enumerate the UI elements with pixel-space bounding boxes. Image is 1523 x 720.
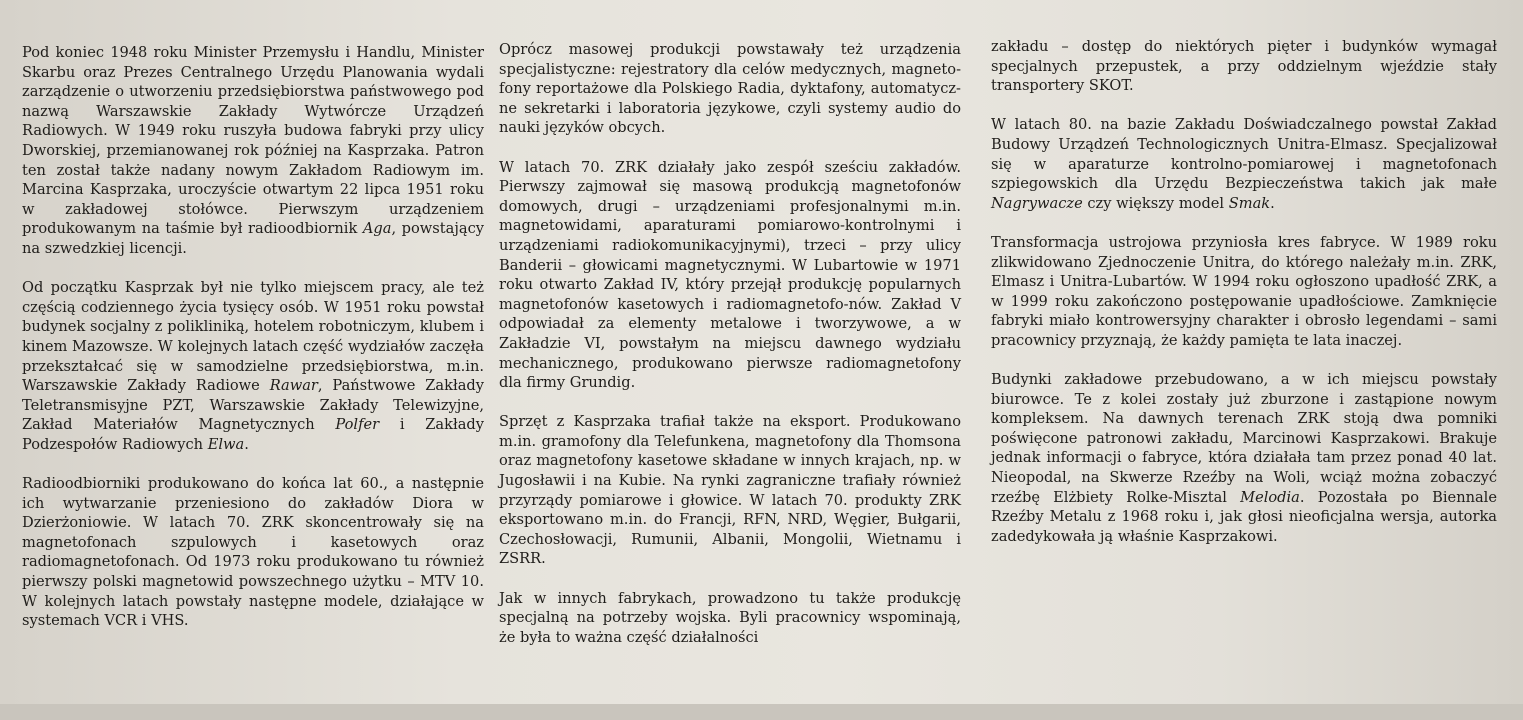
bottom-edge	[0, 704, 1523, 720]
paragraph-text: Jak w innych fabrykach, prowadzono tu także produkcję specjalną na potrzeby wojska. Byli pracownicy wspominają, że była to ważna część działalności	[499, 589, 961, 646]
italic-name: Melodia	[1240, 488, 1300, 506]
paragraph	[991, 37, 1497, 96]
paragraph	[499, 158, 961, 393]
paragraph-text: , powstający na szwedzkiej licencji.	[22, 220, 484, 257]
text-column-2	[499, 40, 961, 667]
paragraph-text: Pod koniec 1948 roku Minister Przemysłu i Handlu, Minister Skarbu oraz Prezes Centralnego Urzędu Planowania wydali zarządzenie o utworzeniu przedsiębiorstwa państwowego pod nazwą Warszawskie Zakłady Wytwórcze Urządzeń Radiowych. W 1949 roku ruszyła budowa fabryki przy ulicy Dworskiej, przemianowanej rok później na Kasprzaka. Patron ten został także nadany nowym Zakładom Radiowym im. Marcina Kasprzaka, uroczyście otwartym 22 lipca 1951 roku w zakładowej stołówce. Pierwszym urządzeniem produkowanym na taśmie był radioodbiornik	[22, 44, 484, 238]
italic-name: Nagrywacze	[991, 194, 1083, 212]
paragraph	[499, 412, 961, 569]
paragraph	[22, 278, 484, 454]
paragraph-text: Budynki zakładowe przebudowano, a w ich miejscu powstały biurowce. Te z kolei zostały już zburzone i zastąpione nowym kompleksem. Na dawnych terenach ZRK stoją dwa pomniki poświęcone patronowi zakładu, Marcinowi Kasprzakowi. Brakuje jednak informacji o fabryce, która działała tam przez ponad 40 lat. Nieopodal, na Skwerze Rzeźby na Woli, wciąż można zobaczyć rzeźbę Elżbiety Rolke-Misztal	[991, 371, 1497, 506]
italic-name: Polfer	[335, 416, 380, 434]
paragraph-text: .	[244, 435, 249, 453]
paragraph	[991, 370, 1497, 546]
paragraph-text: zakładu – dostęp do niektórych pięter i budynków wymagał specjalnych przepustek, a przy oddzielnym wjeździe stały transportery SKOT.	[991, 38, 1497, 95]
paragraph-text: . Pozostała po Biennale Rzeźby Metalu z 1968 roku i, jak głosi nieoficjalna wersja, autorka zadedykowała ją właśnie Kasprzakowi.	[991, 488, 1497, 545]
paragraph-text: W latach 80. na bazie Zakładu Doświadczalnego powstał Zakład Budowy Urządzeń Technologicznych Unitra-Elmasz. Specjalizował się w aparaturze kontrolno-pomiarowej i magnetofonach szpiegowskich dla Urzędu Bezpieczeństwa takich jak małe	[991, 116, 1497, 193]
paragraph	[991, 233, 1497, 351]
italic-name: Rawar	[269, 377, 318, 395]
italic-name: Elwa	[207, 435, 245, 453]
italic-name: Smak	[1228, 194, 1271, 212]
text-column-1	[22, 43, 484, 650]
paragraph-text: Od początku Kasprzak był nie tylko miejscem pracy, ale też częścią codziennego życia tysięcy osób. W 1951 roku powstał budynek socjalny z polikliniką, hotelem robotniczym, klubem i kinem Mazowsze. W kolejnych latach część wydziałów zaczęła przekształcać się w samodzielne przedsiębiorstwa, m.in. Warszawskie Zakłady Radiowe	[22, 279, 484, 395]
paragraph-text: czy większy model	[1082, 194, 1229, 212]
paragraph	[499, 589, 961, 648]
paragraph	[991, 115, 1497, 213]
text-column-3	[991, 37, 1497, 566]
italic-name: Aga	[362, 220, 392, 238]
paragraph	[22, 474, 484, 631]
paragraph-text: Oprócz masowej produkcji powstawały też urządzenia specjalistyczne: rejestratory dla celów medycznych, magneto-fony reportażowe dla Polskiego Radia, dyktafony, automatycz-ne sekretarki i laboratoria językowe, czyli systemy audio do nauki języków obcych.	[499, 41, 961, 137]
paragraph-text: Radioodbiorniki produkowano do końca lat 60., a następnie ich wytwarzanie przeniesiono do zakładów Diora w Dzierżoniowie. W latach 70. ZRK skoncentrowały się na magnetofonach szpulowych i kasetowych oraz radiomagnetofonach. Od 1973 roku produkowano tu również pierwszy polski magnetowid powszechnego użytku – MTV 10. W kolejnych latach powstały następne modele, działające w systemach VCR i VHS.	[22, 475, 484, 630]
paragraph-text: Sprzęt z Kasprzaka trafiał także na eksport. Produkowano m.in. gramofony dla Telefunkena, magnetofony dla Thomsona oraz magnetofony kasetowe składane w innych krajach, np. w Jugosławii i na Kubie. Na rynki zagraniczne trafiały również przyrządy pomiarowe i głowice. W latach 70. produkty ZRK eksportowano m.in. do Francji, RFN, NRD, Węgier, Bułgarii, Czechosłowacji, Rumunii, Albanii, Mongolii, Wietnamu i ZSRR.	[499, 413, 961, 568]
paragraph-text: Transformacja ustrojowa przyniosła kres fabryce. W 1989 roku zlikwidowano Zjednoczenie Unitra, do którego należały m.in. ZRK, Elmasz i Unitra-Lubartów. W 1994 roku ogłoszono upadłość ZRK, a w 1999 roku zakończono postępowanie upadłościowe. Zamknięcie fabryki miało kontrowersyjny charakter i obrosło legendami – sami pracownicy przyznają, że każdy pamięta te lata inaczej.	[991, 233, 1497, 349]
paragraph	[22, 43, 484, 259]
paragraph-text: i Zakłady Podzespołów Radiowych	[22, 416, 484, 453]
paragraph-text: , Państwowe Zakłady Teletransmisyjne PZT, Warszawskie Zakłady Telewizyjne, Zakład Materiałów Magnetycznych	[22, 377, 484, 434]
paragraph-text: .	[1270, 194, 1275, 212]
paragraph-text: W latach 70. ZRK działały jako zespół sześciu zakładów. Pierwszy zajmował się masową produkcją magnetofonów domowych, drugi – urządzeniami profesjonalnymi m.in. magnetowidami, aparaturami pomiarowo-kontrolnymi i urządzeniami radiokomunikacyjnymi), trzeci – przy ulicy Banderii – głowicami magnetycznymi. W Lubartowie w 1971 roku otwarto Zakład IV, który przejął produkcję popularnych magnetofonów kasetowych i radiomagnetofo-nów. Zakład V odpowiadał za elementy metalowe i tworzywowe, a w Zakładzie VI, powstałym na miejscu dawnego wydziału mechanicznego, produkowano pierwsze radiomagnetofony dla firmy Grundig.	[499, 158, 961, 392]
paragraph	[499, 40, 961, 138]
